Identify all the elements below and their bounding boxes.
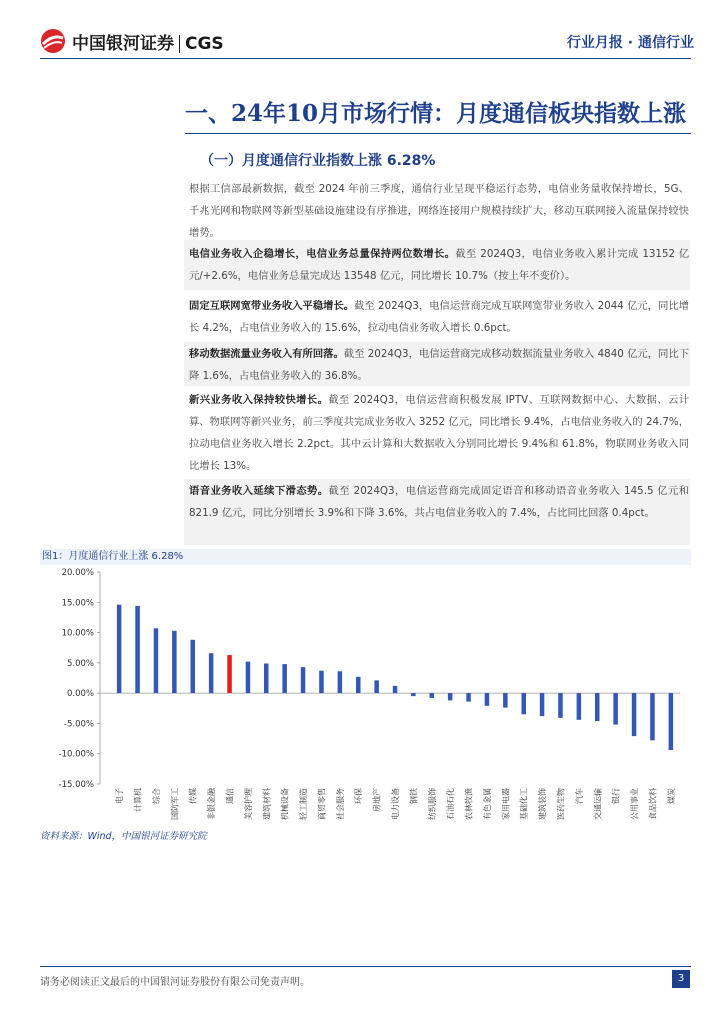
- bar: [356, 677, 361, 693]
- y-tick-label: 10.00%: [61, 628, 94, 639]
- y-tick-label: 15.00%: [61, 598, 94, 609]
- x-tick-label: 社会服务: [335, 788, 345, 820]
- x-tick-label: 食品饮料: [648, 788, 658, 820]
- bar: [503, 693, 508, 708]
- x-tick-label: 钢铁: [409, 788, 419, 804]
- bar: [577, 693, 582, 720]
- bar: [227, 655, 232, 693]
- y-tick-label: 0.00%: [66, 689, 94, 700]
- x-tick-label: 建筑材料: [262, 788, 272, 820]
- x-tick-label: 综合: [151, 788, 161, 804]
- report-tag: 行业月报 · 通信行业: [566, 35, 694, 51]
- x-tick-label: 有色金属: [482, 788, 492, 820]
- x-tick-label: 商贸零售: [317, 788, 327, 820]
- x-tick-label: 家用电器: [501, 788, 511, 820]
- x-tick-label: 电力设备: [391, 788, 400, 820]
- bar: [466, 693, 471, 702]
- figure-source: 资料来源：Wind，中国银河证券研究院: [40, 831, 207, 842]
- x-tick-label: 电子: [115, 788, 125, 804]
- logo-en: CGS: [185, 33, 224, 54]
- x-tick-label: 银行: [611, 788, 621, 804]
- bar: [117, 605, 122, 693]
- section-title: 一、24年10月市场行情：月度通信板块指数上涨: [185, 100, 687, 127]
- bar: [540, 693, 545, 716]
- bar: [485, 693, 490, 706]
- bar: [522, 693, 527, 714]
- paragraph: 电信业务收入企稳增长，电信业务总量保持两位数增长。截至 2024Q3，电信业务收入累计完成 13152 亿元/+2.6%，电信业务总量完成达 13548 亿元，同比增长 10.7%（按上年不变价）。: [189, 248, 690, 282]
- y-tick-label: 5.00%: [66, 658, 94, 669]
- bar: [558, 693, 563, 718]
- x-tick-label: 机械设备: [280, 788, 290, 820]
- bar-chart: [40, 566, 691, 826]
- x-tick-label: 传媒: [188, 788, 198, 804]
- bar: [613, 693, 618, 725]
- y-tick-label: -15.00%: [58, 780, 94, 790]
- bar: [282, 664, 287, 693]
- x-tick-label: 轻工制造: [299, 788, 309, 820]
- paragraph: 根据工信部最新数据，截至 2024 年前三季度，通信行业呈现平稳运行态势，电信业务量收保持增长，5G、千兆光网和物联网等新型基础设施建设有序推进，网络连接用户规模持续扩大，移动互联网接入流量保持较快增势。: [189, 183, 689, 239]
- x-tick-label: 通信: [225, 788, 235, 804]
- paragraph: 语音业务收入延续下滑态势。截至 2024Q3，电信运营商完成固定语音和移动语音业务收入 145.5 亿元和 821.9 亿元，同比分别增长 3.9%和下降 3.6%，共占电信业务收入的 7.4%，占比同比回落 0.4pct。: [189, 485, 689, 519]
- bar: [301, 667, 306, 693]
- x-tick-label: 公用事业: [630, 788, 640, 820]
- paragraph: 固定互联网宽带业务收入平稳增长。截至 2024Q3，电信运营商完成互联网宽带业务收入 2044 亿元，同比增长 4.2%，占电信业务收入的 15.6%，拉动电信业务收入增长 0.6pct。: [189, 300, 689, 334]
- bar: [172, 631, 177, 693]
- bar: [154, 628, 159, 693]
- bar: [319, 671, 324, 693]
- galaxy-logo-icon: [40, 28, 66, 54]
- logo-text: 中国银河证券: [72, 33, 174, 54]
- x-tick-label: 煤炭: [666, 788, 676, 804]
- y-tick-label: -5.00%: [63, 719, 94, 730]
- x-tick-label: 国防军工: [170, 788, 180, 820]
- x-tick-label: 汽车: [574, 788, 584, 804]
- x-tick-label: 交通运输: [593, 788, 603, 820]
- bar: [595, 693, 600, 721]
- x-tick-label: 基础化工: [519, 788, 529, 820]
- x-tick-label: 环保: [354, 788, 364, 804]
- paragraph-lead: 语音业务收入延续下滑态势。: [189, 485, 329, 497]
- x-tick-label: 农林牧渔: [464, 788, 474, 820]
- bar: [374, 680, 379, 693]
- bar: [669, 693, 674, 750]
- paragraph-lead: 新兴业务收入保持较快增长。: [189, 394, 329, 406]
- paragraph: 新兴业务收入保持较快增长。截至 2024Q3，电信运营商积极发展 IPTV、互联网数据中心、大数据、云计算、物联网等新兴业务，前三季度共完成业务收入 3252 亿元，同比增长 9.4%，占电信业务收入的 24.7%，拉动电信业务收入增长 2.2pct。其中云计算和大数据收入分别同比增长 9.4%和 61.8%，物联网业务收入同比增长 13%。: [189, 394, 689, 472]
- page-header: [0, 0, 724, 70]
- x-tick-label: 纺织服饰: [427, 788, 437, 820]
- footer-disclaimer: 请务必阅读正文最后的中国银河证券股份有限公司免责声明。: [40, 977, 310, 988]
- sub-title: （一）月度通信行业指数上涨 6.28%: [200, 153, 436, 169]
- x-tick-label: 美容护理: [243, 788, 253, 820]
- x-tick-label: 建筑装饰: [538, 788, 548, 820]
- bar: [264, 664, 269, 694]
- figure-title: 图1：月度通信行业上涨 6.28%: [40, 549, 691, 565]
- bar: [393, 686, 398, 693]
- bar: [430, 693, 435, 698]
- y-tick-label: 20.00%: [61, 568, 94, 578]
- paragraph-lead: 电信业务收入企稳增长，电信业务总量保持两位数增长。: [189, 248, 456, 260]
- paragraph-lead: 固定互联网宽带业务收入平稳增长。: [189, 300, 355, 312]
- bar: [448, 693, 453, 700]
- x-tick-label: 计算机: [133, 788, 143, 812]
- bar: [191, 640, 196, 693]
- bar: [338, 671, 343, 693]
- paragraph: 移动数据流量业务收入有所回落。截至 2024Q3，电信运营商完成移动数据流量业务收入 4840 亿元，同比下降 1.6%，占电信业务收入的 36.8%。: [189, 348, 690, 382]
- brand-logo: [40, 28, 224, 54]
- page-number: 3: [672, 970, 690, 988]
- header-divider: [40, 58, 691, 59]
- bar: [246, 662, 251, 694]
- bar: [650, 693, 655, 740]
- x-tick-label: 石油石化: [446, 788, 456, 820]
- y-tick-label: -10.00%: [58, 749, 94, 760]
- x-tick-label: 医药生物: [556, 788, 566, 820]
- footer-divider: [40, 966, 691, 967]
- bar: [135, 606, 140, 693]
- x-tick-label: 非银金融: [207, 788, 217, 820]
- x-tick-label: 房地产: [372, 788, 382, 812]
- bar: [632, 693, 637, 736]
- section-divider: [185, 133, 691, 134]
- paragraph-lead: 移动数据流量业务收入有所回落。: [189, 348, 344, 360]
- bar: [209, 653, 214, 693]
- bar: [411, 693, 416, 696]
